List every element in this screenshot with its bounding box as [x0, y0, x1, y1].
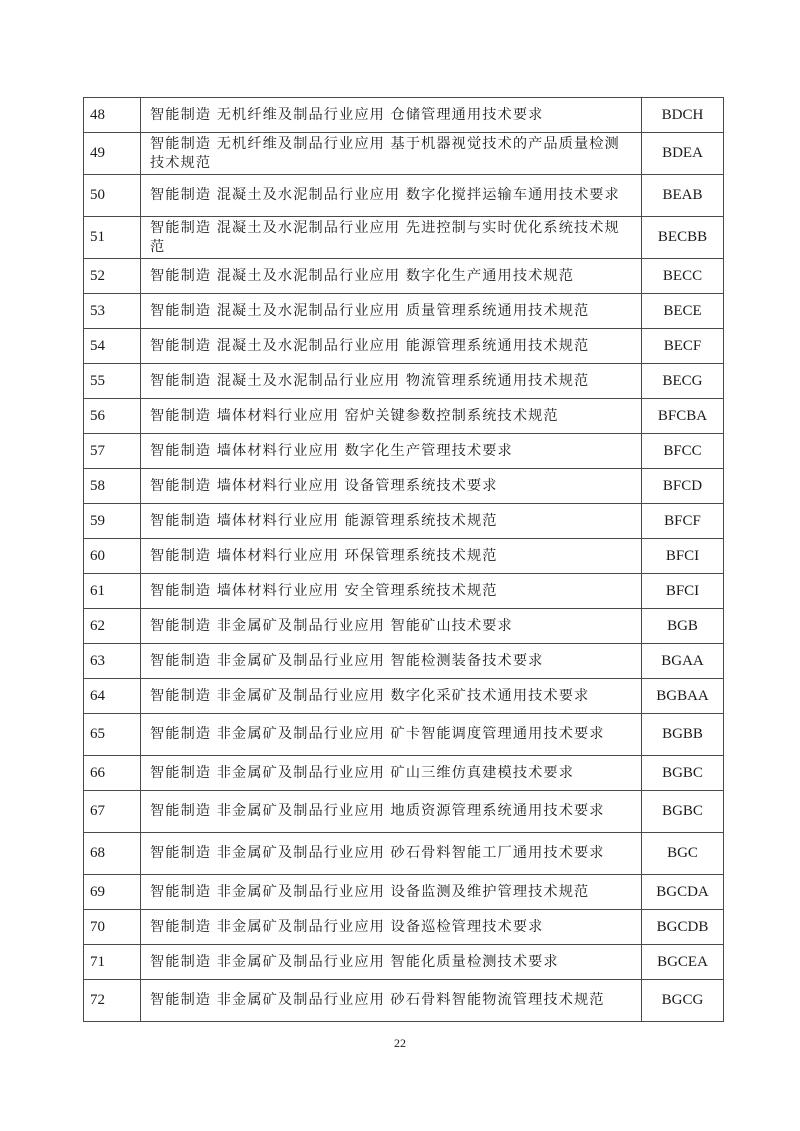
table-row [84, 644, 724, 679]
row-number: 53 [84, 294, 141, 329]
standard-name: 智能制造 非金属矿及制品行业应用 设备巡检管理技术要求 [141, 910, 642, 945]
table-row [84, 259, 724, 294]
row-number: 60 [84, 539, 141, 574]
standard-name: 智能制造 墙体材料行业应用 数字化生产管理技术要求 [141, 434, 642, 469]
standard-code: BECE [642, 294, 724, 329]
standard-code: BGCDB [642, 910, 724, 945]
table-row [84, 833, 724, 875]
standard-name: 智能制造 混凝土及水泥制品行业应用 能源管理系统通用技术规范 [141, 329, 642, 364]
table-row [84, 364, 724, 399]
table-row [84, 875, 724, 910]
standard-code: BECF [642, 329, 724, 364]
standard-code: BGBB [642, 714, 724, 756]
standard-name: 智能制造 非金属矿及制品行业应用 数字化采矿技术通用技术要求 [141, 679, 642, 714]
standard-name: 智能制造 非金属矿及制品行业应用 智能检测装备技术要求 [141, 644, 642, 679]
standard-code: BFCF [642, 504, 724, 539]
table-row [84, 910, 724, 945]
row-number: 55 [84, 364, 141, 399]
standard-code: BFCC [642, 434, 724, 469]
standard-name: 智能制造 无机纤维及制品行业应用 仓储管理通用技术要求 [141, 98, 642, 133]
standard-code: BFCBA [642, 399, 724, 434]
row-number: 69 [84, 875, 141, 910]
row-number: 67 [84, 791, 141, 833]
row-number: 65 [84, 714, 141, 756]
standard-name: 智能制造 墙体材料行业应用 能源管理系统技术规范 [141, 504, 642, 539]
row-number: 48 [84, 98, 141, 133]
standard-code: BFCI [642, 574, 724, 609]
row-number: 71 [84, 945, 141, 980]
row-number: 58 [84, 469, 141, 504]
standard-code: BECG [642, 364, 724, 399]
standard-code: BGAA [642, 644, 724, 679]
standard-code: BECBB [642, 217, 724, 259]
standard-name: 智能制造 混凝土及水泥制品行业应用 先进控制与实时优化系统技术规范 [141, 217, 642, 259]
table-row [84, 98, 724, 133]
row-number: 56 [84, 399, 141, 434]
table-row [84, 980, 724, 1022]
table-row [84, 434, 724, 469]
standard-name: 智能制造 墙体材料行业应用 窑炉关键参数控制系统技术规范 [141, 399, 642, 434]
row-number: 68 [84, 833, 141, 875]
table-row [84, 294, 724, 329]
row-number: 62 [84, 609, 141, 644]
standard-name: 智能制造 非金属矿及制品行业应用 矿卡智能调度管理通用技术要求 [141, 714, 642, 756]
row-number: 70 [84, 910, 141, 945]
row-number: 59 [84, 504, 141, 539]
row-number: 54 [84, 329, 141, 364]
standard-name: 智能制造 非金属矿及制品行业应用 砂石骨料智能物流管理技术规范 [141, 980, 642, 1022]
row-number: 52 [84, 259, 141, 294]
standard-name: 智能制造 非金属矿及制品行业应用 矿山三维仿真建模技术要求 [141, 756, 642, 791]
standard-code: BGCEA [642, 945, 724, 980]
standard-code: BFCI [642, 539, 724, 574]
row-number: 72 [84, 980, 141, 1022]
standard-code: BDEA [642, 133, 724, 175]
table-row [84, 399, 724, 434]
standard-name: 智能制造 墙体材料行业应用 设备管理系统技术要求 [141, 469, 642, 504]
standard-code: BFCD [642, 469, 724, 504]
table-row [84, 574, 724, 609]
standard-code: BGB [642, 609, 724, 644]
table-row [84, 539, 724, 574]
standard-name: 智能制造 混凝土及水泥制品行业应用 物流管理系统通用技术规范 [141, 364, 642, 399]
row-number: 66 [84, 756, 141, 791]
row-number: 51 [84, 217, 141, 259]
standard-name: 智能制造 墙体材料行业应用 环保管理系统技术规范 [141, 539, 642, 574]
standard-code: BDCH [642, 98, 724, 133]
table-row [84, 791, 724, 833]
row-number: 61 [84, 574, 141, 609]
page-number: 22 [394, 1036, 406, 1050]
table-row [84, 217, 724, 259]
standard-code: BGCDA [642, 875, 724, 910]
table-row [84, 469, 724, 504]
standard-name: 智能制造 非金属矿及制品行业应用 设备监测及维护管理技术规范 [141, 875, 642, 910]
standards-table [83, 97, 724, 1022]
row-number: 49 [84, 133, 141, 175]
standard-code: BECC [642, 259, 724, 294]
standard-code: BGCG [642, 980, 724, 1022]
table-row [84, 175, 724, 217]
table-row [84, 714, 724, 756]
standard-code: BGC [642, 833, 724, 875]
row-number: 50 [84, 175, 141, 217]
standard-name: 智能制造 混凝土及水泥制品行业应用 数字化生产通用技术规范 [141, 259, 642, 294]
standard-name: 智能制造 混凝土及水泥制品行业应用 质量管理系统通用技术规范 [141, 294, 642, 329]
standard-name: 智能制造 混凝土及水泥制品行业应用 数字化搅拌运输车通用技术要求 [141, 175, 642, 217]
standard-name: 智能制造 非金属矿及制品行业应用 智能矿山技术要求 [141, 609, 642, 644]
standards-table-body [84, 98, 724, 1022]
standard-name: 智能制造 无机纤维及制品行业应用 基于机器视觉技术的产品质量检测技术规范 [141, 133, 642, 175]
row-number: 57 [84, 434, 141, 469]
row-number: 64 [84, 679, 141, 714]
table-row [84, 945, 724, 980]
standard-code: BGBAA [642, 679, 724, 714]
standard-name: 智能制造 非金属矿及制品行业应用 砂石骨料智能工厂通用技术要求 [141, 833, 642, 875]
table-row [84, 679, 724, 714]
table-row [84, 504, 724, 539]
standard-name: 智能制造 非金属矿及制品行业应用 智能化质量检测技术要求 [141, 945, 642, 980]
standard-name: 智能制造 墙体材料行业应用 安全管理系统技术规范 [141, 574, 642, 609]
standard-name: 智能制造 非金属矿及制品行业应用 地质资源管理系统通用技术要求 [141, 791, 642, 833]
standard-code: BGBC [642, 791, 724, 833]
standard-code: BGBC [642, 756, 724, 791]
standard-code: BEAB [642, 175, 724, 217]
table-row [84, 329, 724, 364]
table-row [84, 756, 724, 791]
row-number: 63 [84, 644, 141, 679]
table-row [84, 609, 724, 644]
table-row [84, 133, 724, 175]
